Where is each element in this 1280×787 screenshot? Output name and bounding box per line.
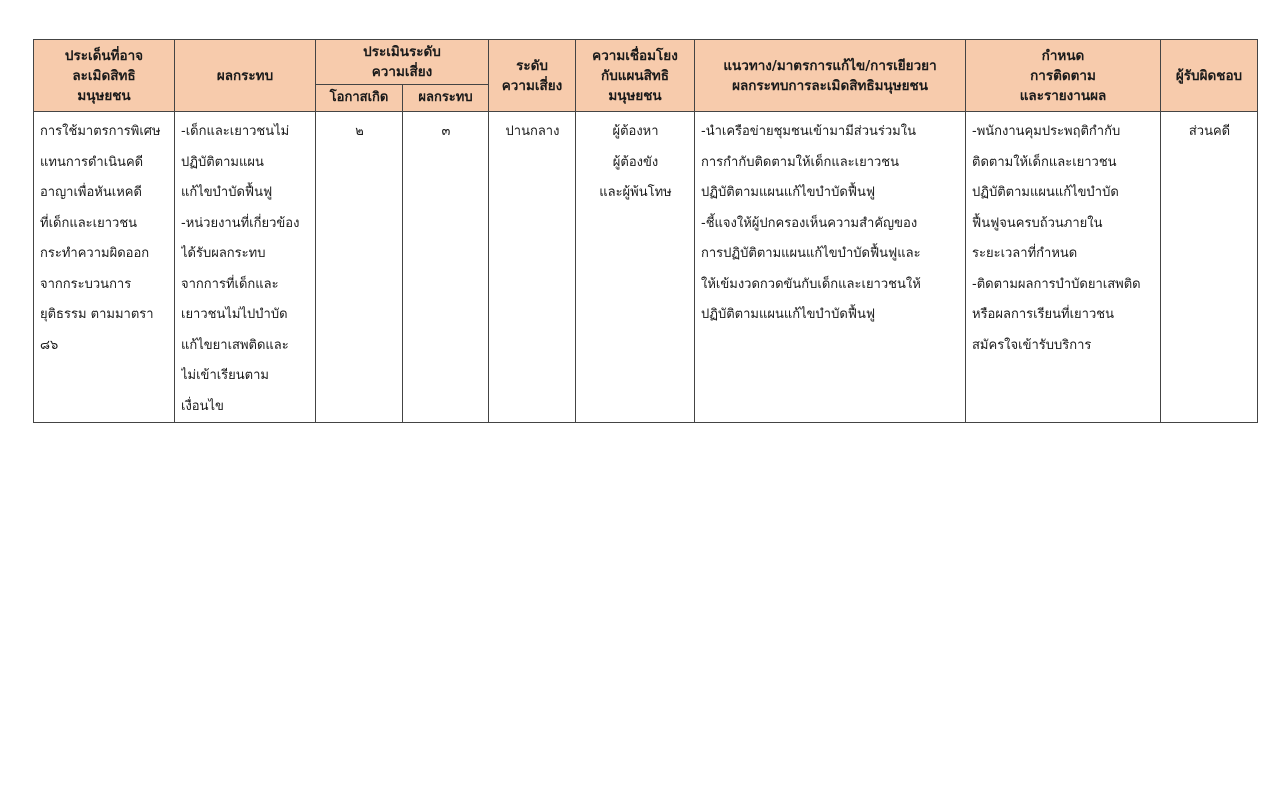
cell-likelihood: ๒ [316, 112, 403, 423]
cell-severity: ๓ [403, 112, 489, 423]
cell-link: ผู้ต้องหา ผู้ต้องขัง และผู้พ้นโทษ [576, 112, 695, 423]
cell-remedy: -นำเครือข่ายชุมชนเข้ามามีส่วนร่วมใน การกำกับติดตามให้เด็กและเยาวชน ปฏิบัติตามแผนแก้ไขบำบัดฟื้นฟู -ชี้แจงให้ผู้ปกครองเห็นความสำคัญของ การปฏิบัติตามแผนแก้ไขบำบัดฟื้นฟูและ ให้เข้มงวดกวดขันกับเด็กและเยาวชนให้ ปฏิบัติตามแผนแก้ไขบำบัดฟื้นฟู [695, 112, 966, 423]
cell-issue: การใช้มาตรการพิเศษ แทนการดำเนินคดี อาญาเพื่อหันเหคดี ที่เด็กและเยาวชน กระทำความผิดออก จากกระบวนการ ยุติธรรม ตามมาตรา ๘๖ [34, 112, 175, 423]
table-row [34, 112, 1258, 423]
header-issue: ประเด็นที่อาจ ละเมิดสิทธิ มนุษยชน [34, 40, 175, 112]
cell-impact: -เด็กและเยาวชนไม่ ปฏิบัติตามแผน แก้ไขบำบัดฟื้นฟู -หน่วยงานที่เกี่ยวข้อง ได้รับผลกระทบ จากการที่เด็กและ เยาวชนไม่ไปบำบัด แก้ไขยาเสพติดและ ไม่เข้าเรียนตาม เงื่อนไข [175, 112, 316, 423]
header-likelihood: โอกาสเกิด [316, 85, 403, 112]
cell-owner: ส่วนคดี [1161, 112, 1258, 423]
cell-monitoring: -พนักงานคุมประพฤติกำกับ ติดตามให้เด็กและเยาวชน ปฏิบัติตามแผนแก้ไขบำบัด ฟื้นฟูจนครบถ้วนภายใน ระยะเวลาที่กำหนด -ติดตามผลการบำบัดยาเสพติด หรือผลการเรียนที่เยาวชน สมัครใจเข้ารับบริการ [966, 112, 1161, 423]
header-link: ความเชื่อมโยง กับแผนสิทธิ มนุษยชน [576, 40, 695, 112]
risk-assessment-table [33, 39, 1258, 423]
cell-level: ปานกลาง [489, 112, 576, 423]
header-level: ระดับ ความเสี่ยง [489, 40, 576, 112]
header-owner: ผู้รับผิดชอบ [1161, 40, 1258, 112]
header-monitoring: กำหนด การติดตาม และรายงานผล [966, 40, 1161, 112]
header-assessment: ประเมินระดับ ความเสี่ยง [316, 40, 489, 85]
header-impact: ผลกระทบ [175, 40, 316, 112]
header-remedy: แนวทาง/มาตรการแก้ไข/การเยียวยา ผลกระทบการละเมิดสิทธิมนุษยชน [695, 40, 966, 112]
header-severity: ผลกระทบ [403, 85, 489, 112]
